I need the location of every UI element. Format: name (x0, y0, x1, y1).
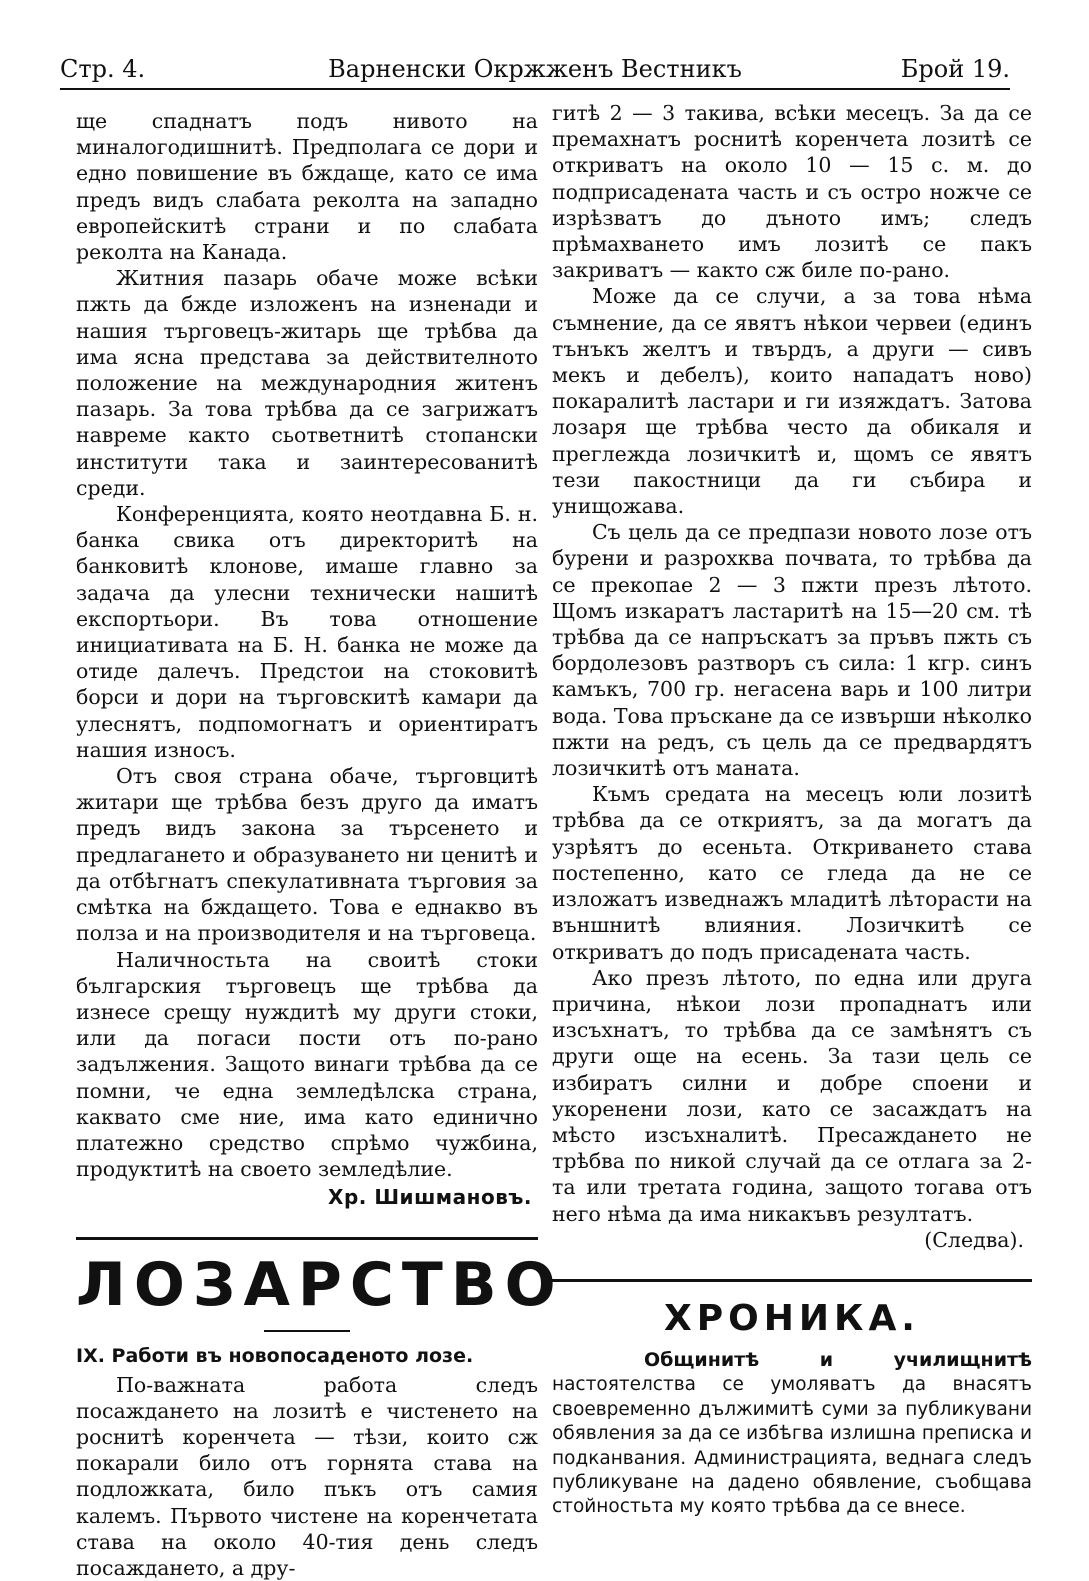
running-head (60, 52, 1010, 86)
article-paragraph: ще спаднатъ подъ нивото на миналогодишнитѣ. Предполага се дори и едно повишение въ бждаще, като се има предъ видъ слабата реколта на западно европейскитѣ страни и по слабата реколта на Канада. (76, 109, 538, 265)
section-divider (552, 1279, 1032, 1282)
article-paragraph: Ако презъ лѣтото, по една или друга причина, нѣкои лози пропаднатъ или изсъхнатъ, то трѣбва да се замѣнятъ съ други още на есень. За тази цель се избиратъ силни и добре споени и укоренени лози, като се засаждатъ на мѣсто изсъхналитѣ. Пресаждането не трѣбва по никой случай да се отлага за 2-та или третата година, защото тогава отъ него нѣма да има никакъвъ резултатъ. (552, 965, 1032, 1226)
sequel-line (552, 1227, 1032, 1253)
issue-number: Брой 19. (900, 55, 1010, 83)
article-paragraph: Наличностьта на своитѣ стоки българския търговецъ ще трѣбва да изнесе срещу нуждитѣ му други стоки, или да погаси пости отъ по-рано задължения. Защото винаги трѣбва да се помни, че една земледѣлска страна, каквато сме ние, има като единично платежно средство спрѣмо чужбина, продуктитѣ на своето земледѣлие. (76, 947, 538, 1182)
page-number: Стр. 4. (60, 55, 146, 83)
chronicle-body: настоятелства се умоляватъ да внасятъ своевременно дължимитѣ суми за публикувани обявления за да се избѣгва излишна преписка и подканвания. Администрацията, веднага следъ публикуване на дадено обявление, съобщава стойностьта му която трѣбва да се внесе. (552, 1374, 1032, 1518)
article-paragraph: Конференцията, която неотдавна Б. н. банка свика отъ директоритѣ на банковитѣ клонове, имаше главно за задача да улесни технически нашитѣ експортьори. Въ това отношение инициативата на Б. Н. банка не може да отиде далечъ. Предстои на стоковитѣ борси и дори на търговскитѣ камари да улеснятъ, подпомогнатъ и ориентиратъ нашия износъ. (76, 502, 538, 762)
article-paragraph: По-важната работа следъ посаждането на лозитѣ е чистенето на роснитѣ коренчета — тѣзи, които сж покарали било отъ горнята става на подложката, било пъкъ отъ самия калемъ. Първото чистене на коренчетата става на около 40-тия день следъ посаждането, а дру- (76, 1372, 538, 1580)
section-divider (76, 1237, 538, 1240)
newspaper-name: Варненски Окржженъ Вестникъ (328, 55, 742, 83)
section-title: ЛОЗАРСТВО (76, 1249, 564, 1320)
article-paragraph: гитѣ 2 — 3 такива, всѣки месецъ. За да се премахнатъ роснитѣ коренчета лозитѣ се откриватъ на около 10 — 15 с. м. до подприсадената часть и съ остро ножче се изрѣзватъ до дъното имъ; следъ прѣмахването имъ лозитѣ се пакъ закриватъ — както сж биле по-рано. (552, 101, 1032, 283)
article-paragraph: Къмъ средата на месецъ юли лозитѣ трѣбва да се откриятъ, за да могатъ да узрѣятъ до есеньта. Откриването става постепенно, като се гледа да не се изложатъ изведнажъ младитѣ лѣторасти на външнитѣ влияния. Лозичкитѣ се откриватъ до подъ присадената часть. (552, 782, 1032, 964)
subsection-title: IX. Работи въ новопосаденото лозе. (76, 1344, 474, 1367)
article-paragraph: Може да се случи, а за това нѣма съмнение, да се явятъ нѣкои червеи (единъ тънъкъ желтъ и твърдъ, а други — сивъ мекъ и дебелъ), които нападатъ ново) покаралитѣ ластари и ги изяждатъ. Затова лозаря ще трѣбва често да обикаля и преглежда лозичкитѣ и, щомъ се явятъ тези пакостници да ги събира и унищожава. (552, 284, 1032, 519)
chronicle-lead: Общинитѣ и училищнитѣ (644, 1348, 1032, 1371)
chronicle-notice (552, 1348, 1032, 1520)
to-be-continued: (Следва). (924, 1227, 1024, 1252)
author-signature: Хр. Шишмановъ. (328, 1185, 532, 1210)
article-paragraph: Съ цель да се предпази новото лозе отъ бурени и разрохква почвата, то трѣбва да се прекопае 2 — 3 пжти презъ лѣтото. Щомъ изкаратъ ластаритѣ на 15—20 см. тѣ трѣбва да се напръскатъ за пръвъ пжть съ бордолезовъ разтворъ съ сила: 1 кгр. синъ камъкъ, 700 гр. негасена варь и 100 литри вода. Това пръскане да се извърши нѣколко пжти на редъ, съ цель да се предвардятъ лозичкитѣ отъ маната. (552, 520, 1032, 781)
article-paragraph: Отъ своя страна обаче, търговцитѣ житари ще трѣбва безъ друго да иматъ предъ видъ закона за търсенето и предлагането и образуването ни ценитѣ и да отбѣгнатъ спекулативната търговия за смѣтка на бждащето. Това е еднакво въ полза и на производителя и на търговеца. (76, 764, 538, 946)
article-paragraph: Житния пазарь обаче може всѣки пжть да бжде изложенъ на изненади и нашия търговецъ-житарь ще трѣбва да има ясна представа за действителното положение на международния житенъ пазарь. За това трѣбва да се загрижатъ навреме както сьответнитѣ стопански институти така и заинтересованитѣ среди. (76, 266, 538, 500)
chronicle-title: ХРОНИКА. (664, 1297, 920, 1339)
title-underline (264, 1330, 350, 1332)
header-rule (60, 88, 1010, 90)
left-column (76, 108, 564, 1581)
right-column (552, 100, 1032, 1520)
